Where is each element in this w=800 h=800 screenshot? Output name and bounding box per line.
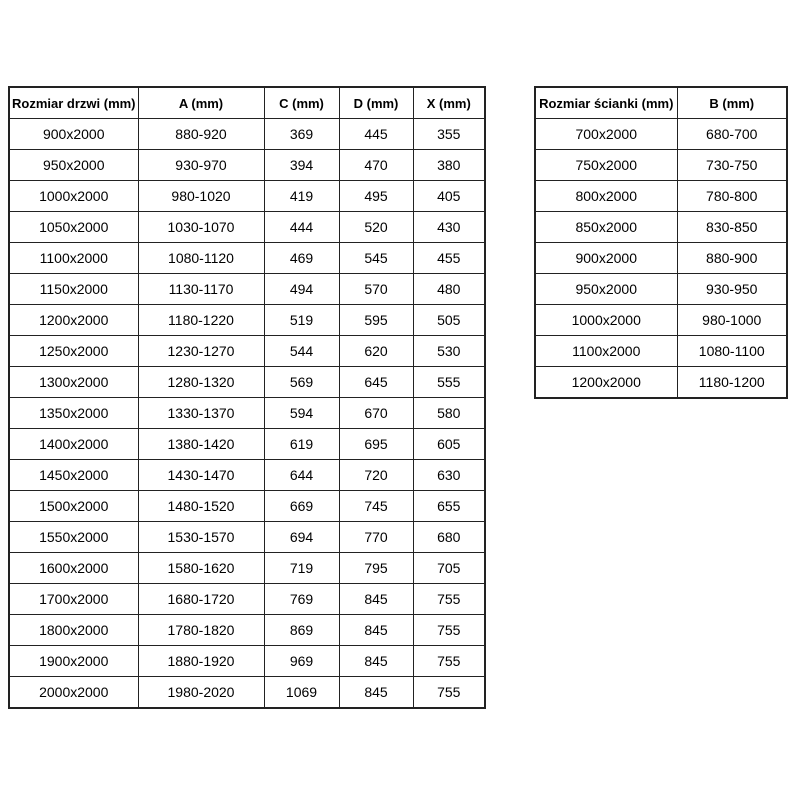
- table-row: [9, 615, 485, 646]
- table-cell: 930-950: [677, 274, 787, 305]
- table-cell: 1180-1220: [138, 305, 264, 336]
- table-cell: 1600x2000: [9, 553, 138, 584]
- table-cell: 880-900: [677, 243, 787, 274]
- table-cell: 2000x2000: [9, 677, 138, 709]
- column-header: X (mm): [413, 87, 485, 119]
- table-cell: 1150x2000: [9, 274, 138, 305]
- table-cell: 605: [413, 429, 485, 460]
- table-cell: 745: [339, 491, 413, 522]
- table-cell: 695: [339, 429, 413, 460]
- table-cell: 1430-1470: [138, 460, 264, 491]
- table-row: [535, 212, 787, 243]
- column-header: Rozmiar ścianki (mm): [535, 87, 677, 119]
- table-cell: 1050x2000: [9, 212, 138, 243]
- table-cell: 750x2000: [535, 150, 677, 181]
- column-header: A (mm): [138, 87, 264, 119]
- table-row: [9, 274, 485, 305]
- table-cell: 900x2000: [9, 119, 138, 150]
- table-cell: 1700x2000: [9, 584, 138, 615]
- table-cell: 555: [413, 367, 485, 398]
- table-cell: 1500x2000: [9, 491, 138, 522]
- table-row: [9, 460, 485, 491]
- table-cell: 1400x2000: [9, 429, 138, 460]
- table-cell: 645: [339, 367, 413, 398]
- table-cell: 850x2000: [535, 212, 677, 243]
- table-row: [9, 398, 485, 429]
- table-cell: 1069: [264, 677, 339, 709]
- table-cell: 1180-1200: [677, 367, 787, 399]
- table-cell: 570: [339, 274, 413, 305]
- table-cell: 644: [264, 460, 339, 491]
- table-cell: 719: [264, 553, 339, 584]
- table-cell: 800x2000: [535, 181, 677, 212]
- table-cell: 1200x2000: [9, 305, 138, 336]
- table-row: [9, 150, 485, 181]
- table-cell: 755: [413, 615, 485, 646]
- table-cell: 355: [413, 119, 485, 150]
- table-cell: 1350x2000: [9, 398, 138, 429]
- table-cell: 680: [413, 522, 485, 553]
- table-row: [9, 367, 485, 398]
- table-cell: 444: [264, 212, 339, 243]
- table-cell: 1000x2000: [9, 181, 138, 212]
- door-size-table: [8, 86, 486, 709]
- table-cell: 445: [339, 119, 413, 150]
- table-cell: 930-970: [138, 150, 264, 181]
- table-row: [535, 243, 787, 274]
- table-cell: 694: [264, 522, 339, 553]
- table-cell: 494: [264, 274, 339, 305]
- table-row: [9, 553, 485, 584]
- table-cell: 1280-1320: [138, 367, 264, 398]
- table-cell: 595: [339, 305, 413, 336]
- table-row: [535, 150, 787, 181]
- table-cell: 869: [264, 615, 339, 646]
- table-row: [9, 212, 485, 243]
- table-cell: 755: [413, 584, 485, 615]
- column-header: D (mm): [339, 87, 413, 119]
- table-row: [535, 336, 787, 367]
- table-cell: 1100x2000: [9, 243, 138, 274]
- table-row: [9, 243, 485, 274]
- table-cell: 1680-1720: [138, 584, 264, 615]
- table-cell: 495: [339, 181, 413, 212]
- table-row: [9, 305, 485, 336]
- table-cell: 569: [264, 367, 339, 398]
- table-cell: 1030-1070: [138, 212, 264, 243]
- table-cell: 680-700: [677, 119, 787, 150]
- table-cell: 900x2000: [535, 243, 677, 274]
- table-row: [535, 181, 787, 212]
- table-cell: 1980-2020: [138, 677, 264, 709]
- table-cell: 1100x2000: [535, 336, 677, 367]
- table-cell: 1200x2000: [535, 367, 677, 399]
- table-cell: 755: [413, 677, 485, 709]
- table-cell: 795: [339, 553, 413, 584]
- table-cell: 369: [264, 119, 339, 150]
- table-cell: 980-1000: [677, 305, 787, 336]
- table-cell: 545: [339, 243, 413, 274]
- table-cell: 845: [339, 584, 413, 615]
- table-cell: 530: [413, 336, 485, 367]
- table-cell: 394: [264, 150, 339, 181]
- table-cell: 1300x2000: [9, 367, 138, 398]
- column-header: Rozmiar drzwi (mm): [9, 87, 138, 119]
- table-row: [9, 677, 485, 709]
- column-header: B (mm): [677, 87, 787, 119]
- table-row: [9, 336, 485, 367]
- table-cell: 1530-1570: [138, 522, 264, 553]
- wall-size-table: [534, 86, 788, 399]
- table-cell: 580: [413, 398, 485, 429]
- table-cell: 1800x2000: [9, 615, 138, 646]
- table-cell: 419: [264, 181, 339, 212]
- table-cell: 519: [264, 305, 339, 336]
- table-cell: 1480-1520: [138, 491, 264, 522]
- table-row: [9, 522, 485, 553]
- table-cell: 770: [339, 522, 413, 553]
- table-cell: 1080-1120: [138, 243, 264, 274]
- table-row: [9, 181, 485, 212]
- table-cell: 1780-1820: [138, 615, 264, 646]
- table-row: [535, 367, 787, 399]
- table-cell: 845: [339, 615, 413, 646]
- table-cell: 1080-1100: [677, 336, 787, 367]
- table-cell: 1250x2000: [9, 336, 138, 367]
- table-cell: 730-750: [677, 150, 787, 181]
- table-cell: 480: [413, 274, 485, 305]
- table-cell: 669: [264, 491, 339, 522]
- table-cell: 469: [264, 243, 339, 274]
- table-cell: 769: [264, 584, 339, 615]
- table-cell: 520: [339, 212, 413, 243]
- table-cell: 880-920: [138, 119, 264, 150]
- table-row: [535, 274, 787, 305]
- table-cell: 505: [413, 305, 485, 336]
- table-cell: 670: [339, 398, 413, 429]
- table-cell: 780-800: [677, 181, 787, 212]
- table-cell: 380: [413, 150, 485, 181]
- table-cell: 830-850: [677, 212, 787, 243]
- column-header: C (mm): [264, 87, 339, 119]
- table-cell: 455: [413, 243, 485, 274]
- table-cell: 1000x2000: [535, 305, 677, 336]
- table-cell: 845: [339, 677, 413, 709]
- table-cell: 1230-1270: [138, 336, 264, 367]
- header-row: [535, 87, 787, 119]
- table-cell: 950x2000: [535, 274, 677, 305]
- table-row: [9, 119, 485, 150]
- table-cell: 655: [413, 491, 485, 522]
- table-cell: 619: [264, 429, 339, 460]
- table-cell: 700x2000: [535, 119, 677, 150]
- table-cell: 405: [413, 181, 485, 212]
- table-cell: 1130-1170: [138, 274, 264, 305]
- table-cell: 1880-1920: [138, 646, 264, 677]
- table-cell: 1580-1620: [138, 553, 264, 584]
- table-cell: 620: [339, 336, 413, 367]
- table-cell: 630: [413, 460, 485, 491]
- table-cell: 430: [413, 212, 485, 243]
- header-row: [9, 87, 485, 119]
- table-row: [9, 584, 485, 615]
- table-cell: 1380-1420: [138, 429, 264, 460]
- table-row: [535, 119, 787, 150]
- table-cell: 950x2000: [9, 150, 138, 181]
- table-cell: 470: [339, 150, 413, 181]
- table-cell: 705: [413, 553, 485, 584]
- table-row: [9, 646, 485, 677]
- table-cell: 594: [264, 398, 339, 429]
- table-cell: 1550x2000: [9, 522, 138, 553]
- table-cell: 755: [413, 646, 485, 677]
- table-row: [9, 429, 485, 460]
- table-cell: 1900x2000: [9, 646, 138, 677]
- table-cell: 1450x2000: [9, 460, 138, 491]
- table-row: [9, 491, 485, 522]
- table-cell: 544: [264, 336, 339, 367]
- table-cell: 1330-1370: [138, 398, 264, 429]
- table-cell: 980-1020: [138, 181, 264, 212]
- table-cell: 845: [339, 646, 413, 677]
- table-row: [535, 305, 787, 336]
- table-cell: 720: [339, 460, 413, 491]
- table-cell: 969: [264, 646, 339, 677]
